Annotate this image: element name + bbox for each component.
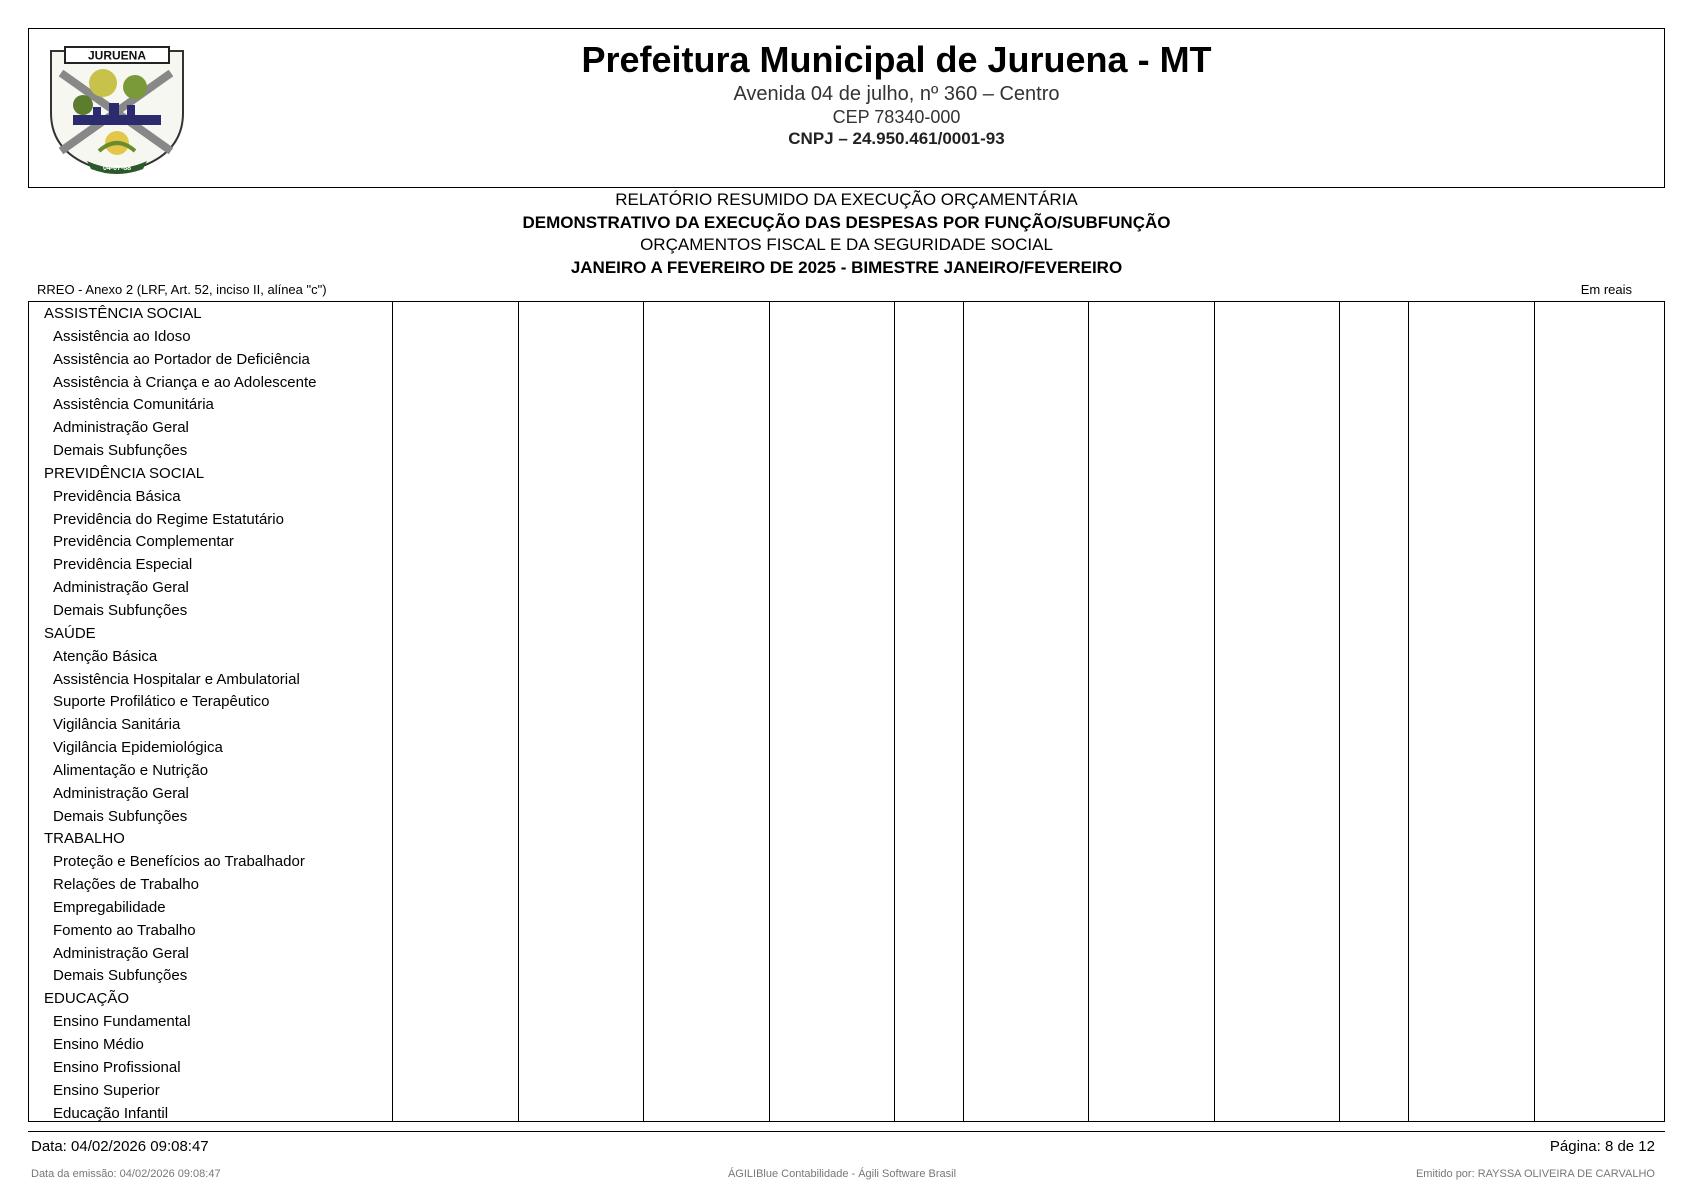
subfunction-row-label: Previdência Especial [53, 556, 193, 574]
subfunction-row-label: Assistência ao Idoso [53, 327, 191, 345]
software-credit: ÁGILIBlue Contabilidade - Ágili Software Brasil [727, 1168, 957, 1180]
function-row-label: ASSISTÊNCIA SOCIAL [44, 305, 202, 322]
column-divider [1534, 302, 1535, 1121]
column-divider [769, 302, 770, 1121]
report-title-line-1: RELATÓRIO RESUMIDO DA EXECUÇÃO ORÇAMENTÁRIA [615, 190, 1078, 209]
svg-text:JURUENA: JURUENA [87, 48, 147, 63]
subfunction-row-label: Vigilância Epidemiológica [53, 739, 223, 757]
subfunction-row-label: Administração Geral [53, 784, 189, 802]
function-row-label: EDUCAÇÃO [44, 990, 130, 1008]
report-titles [28, 189, 1665, 279]
print-date: Data: 04/02/2026 09:08:47 [31, 1138, 209, 1155]
subfunction-row-label: Demais Subfunções [53, 442, 188, 460]
report-period: JANEIRO A FEVEREIRO DE 2025 - BIMESTRE JANEIRO/FEVEREIRO [570, 257, 1123, 277]
letterhead [28, 28, 1665, 188]
currency-unit: Em reais [1580, 282, 1632, 297]
function-row-label: PREVIDÊNCIA SOCIAL [44, 464, 205, 482]
column-divider [894, 302, 895, 1121]
subfunction-row-label: Ensino Superior [53, 1081, 160, 1099]
emission-date: Data da emissão: 04/02/2026 09:08:47 [31, 1168, 221, 1180]
report-title-line-3: ORÇAMENTOS FISCAL E DA SEGURIDADE SOCIAL [640, 235, 1053, 254]
subfunction-row-label: Ensino Médio [53, 1036, 144, 1053]
subfunction-row-label: Assistência ao Portador de Deficiência [53, 350, 310, 368]
subfunction-row-label: Vigilância Sanitária [53, 716, 181, 734]
report-title-line-2: DEMONSTRATIVO DA EXECUÇÃO DAS DESPESAS POR FUNÇÃO/SUBFUNÇÃO [522, 212, 1171, 232]
page-number: Página: 8 de 12 [1549, 1138, 1655, 1155]
municipality-address: Avenida 04 de julho, nº 360 – Centro [733, 83, 1060, 105]
subfunction-row-label: Demais Subfunções [53, 967, 188, 985]
table-rows [44, 303, 317, 1125]
column-divider [1214, 302, 1215, 1121]
column-divider [643, 302, 644, 1121]
footer-divider [28, 1131, 1665, 1132]
subfunction-row-label: Empregabilidade [53, 898, 166, 916]
function-row-label: TRABALHO [44, 830, 125, 848]
annex-reference: RREO - Anexo 2 (LRF, Art. 52, inciso II, alínea "c") [37, 282, 327, 297]
subfunction-row-label: Previdência do Regime Estatutário [53, 510, 284, 528]
column-divider [1339, 302, 1340, 1121]
subfunction-row-label: Atenção Básica [53, 647, 158, 665]
column-divider [392, 302, 393, 1121]
subfunction-row-label: Previdência Complementar [53, 533, 234, 551]
function-row-label: SAÚDE [44, 624, 96, 642]
municipality-title: Prefeitura Municipal de Juruena - MT [581, 39, 1212, 80]
subfunction-row-label: Administração Geral [53, 579, 189, 597]
svg-text:04-07-88: 04-07-88 [102, 165, 132, 172]
municipality-cnpj: CNPJ – 24.950.461/0001-93 [788, 129, 1005, 148]
subfunction-row-label: Fomento ao Trabalho [53, 921, 196, 939]
column-divider [963, 302, 964, 1121]
expense-table [28, 301, 1665, 1122]
subfunction-row-label: Demais Subfunções [53, 601, 188, 619]
subfunction-row-label: Relações de Trabalho [53, 876, 199, 894]
municipality-cep: CEP 78340-000 [832, 107, 961, 127]
subfunction-row-label: Proteção e Benefícios ao Trabalhador [53, 853, 305, 871]
subfunction-row-label: Educação Infantil [53, 1104, 169, 1122]
subfunction-row-label: Previdência Básica [53, 487, 181, 505]
column-divider [518, 302, 519, 1121]
subfunction-row-label: Administração Geral [53, 944, 189, 962]
subfunction-row-label: Alimentação e Nutrição [53, 761, 209, 779]
subfunction-row-label: Administração Geral [53, 419, 189, 437]
subfunction-row-label: Demais Subfunções [53, 807, 188, 825]
column-divider [1088, 302, 1089, 1121]
subfunction-row-label: Assistência Hospitalar e Ambulatorial [53, 670, 300, 688]
subfunction-row-label: Assistência Comunitária [53, 396, 214, 414]
subfunction-row-label: Assistência à Criança e ao Adolescente [53, 373, 317, 391]
subfunction-row-label: Ensino Profissional [53, 1058, 181, 1076]
subfunction-row-label: Ensino Fundamental [53, 1013, 191, 1031]
column-divider [1408, 302, 1409, 1121]
subfunction-row-label: Suporte Profilático e Terapêutico [53, 693, 270, 711]
issued-by: Emitido por: RAYSSA OLIVEIRA DE CARVALHO [1415, 1168, 1655, 1180]
